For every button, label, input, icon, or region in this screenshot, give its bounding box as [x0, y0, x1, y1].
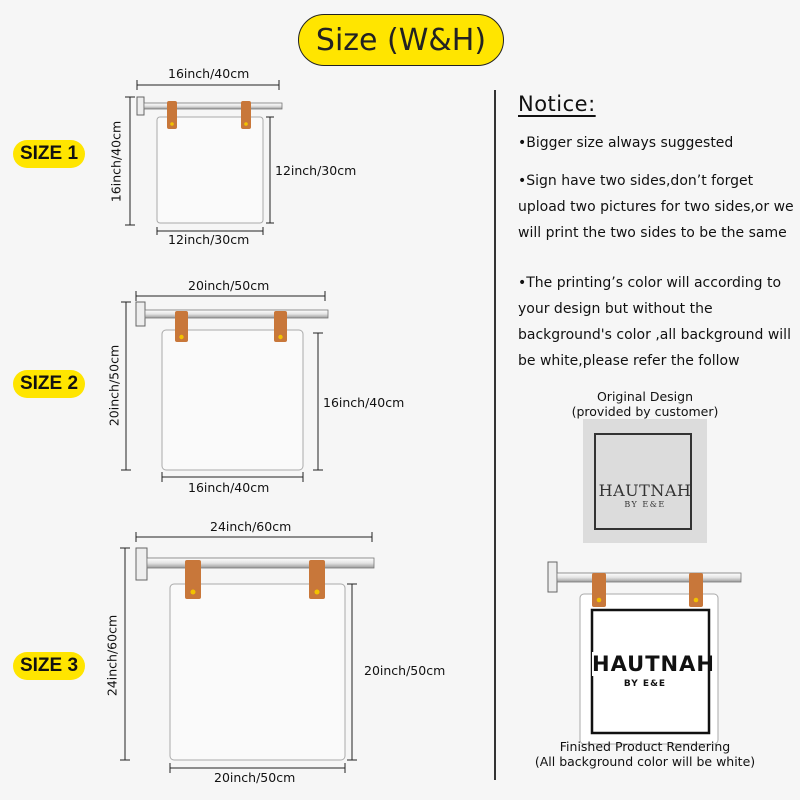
original-design-caption-line1: Original Design: [596, 389, 694, 404]
column-divider: [494, 90, 496, 780]
original-design-caption: [525, 389, 765, 419]
size-2-diagram: [121, 291, 328, 482]
finished-caption-line2: (All background color will be white): [534, 754, 756, 769]
original-design-sub: BY E&E: [624, 500, 666, 509]
original-design-image: [583, 419, 707, 543]
finished-caption: [525, 739, 765, 769]
size-2-badge-text: SIZE 2: [19, 373, 79, 394]
size-3-total-width: 24inch/60cm: [210, 519, 292, 534]
finished-caption-line1: Finished Product Rendering: [559, 739, 731, 754]
size-2-sign-height: 16inch/40cm: [323, 395, 405, 410]
size-3-sign-height: 20inch/50cm: [364, 663, 446, 678]
size-3-diagram: [120, 532, 374, 773]
notice-point-3: •The printing’s color will according to your design but without the background's color ,all background will be white,please refer the follow: [518, 275, 791, 369]
original-design-brand: HAUTNAH: [598, 481, 692, 500]
notice-point-1: •Bigger size always suggested: [518, 135, 734, 151]
size-3-badge: [13, 652, 85, 680]
size-2-total-height: 20inch/50cm: [106, 344, 122, 427]
size-2-badge: [13, 370, 85, 398]
size-1-diagram: [125, 80, 282, 235]
finished-sub: BY E&E: [623, 679, 667, 689]
size-1-total-height: 16inch/40cm: [108, 120, 124, 203]
size-1-total-width: 16inch/40cm: [168, 66, 250, 81]
size-2-total-width: 20inch/50cm: [188, 278, 270, 293]
size-3-badge-text: SIZE 3: [19, 655, 79, 676]
size-1-badge: [13, 140, 85, 168]
size-1-sign-width: 12inch/30cm: [168, 232, 250, 247]
notice-point-2: •Sign have two sides,don’t forget upload two pictures for two sides,or we will print the two sides to be the same: [518, 173, 794, 241]
size-1-sign-height: 12inch/30cm: [275, 163, 357, 178]
size-3-sign-width: 20inch/50cm: [214, 770, 296, 785]
notice-title: Notice:: [518, 92, 596, 116]
size-3-total-height: 24inch/60cm: [104, 614, 120, 697]
size-2-sign-width: 16inch/40cm: [188, 480, 270, 495]
original-design-caption-line2: (provided by customer): [571, 404, 719, 419]
size-1-badge-text: SIZE 1: [19, 143, 79, 164]
page-title-text: Size (W&H): [315, 22, 487, 58]
finished-brand: HAUTNAH: [592, 652, 715, 676]
